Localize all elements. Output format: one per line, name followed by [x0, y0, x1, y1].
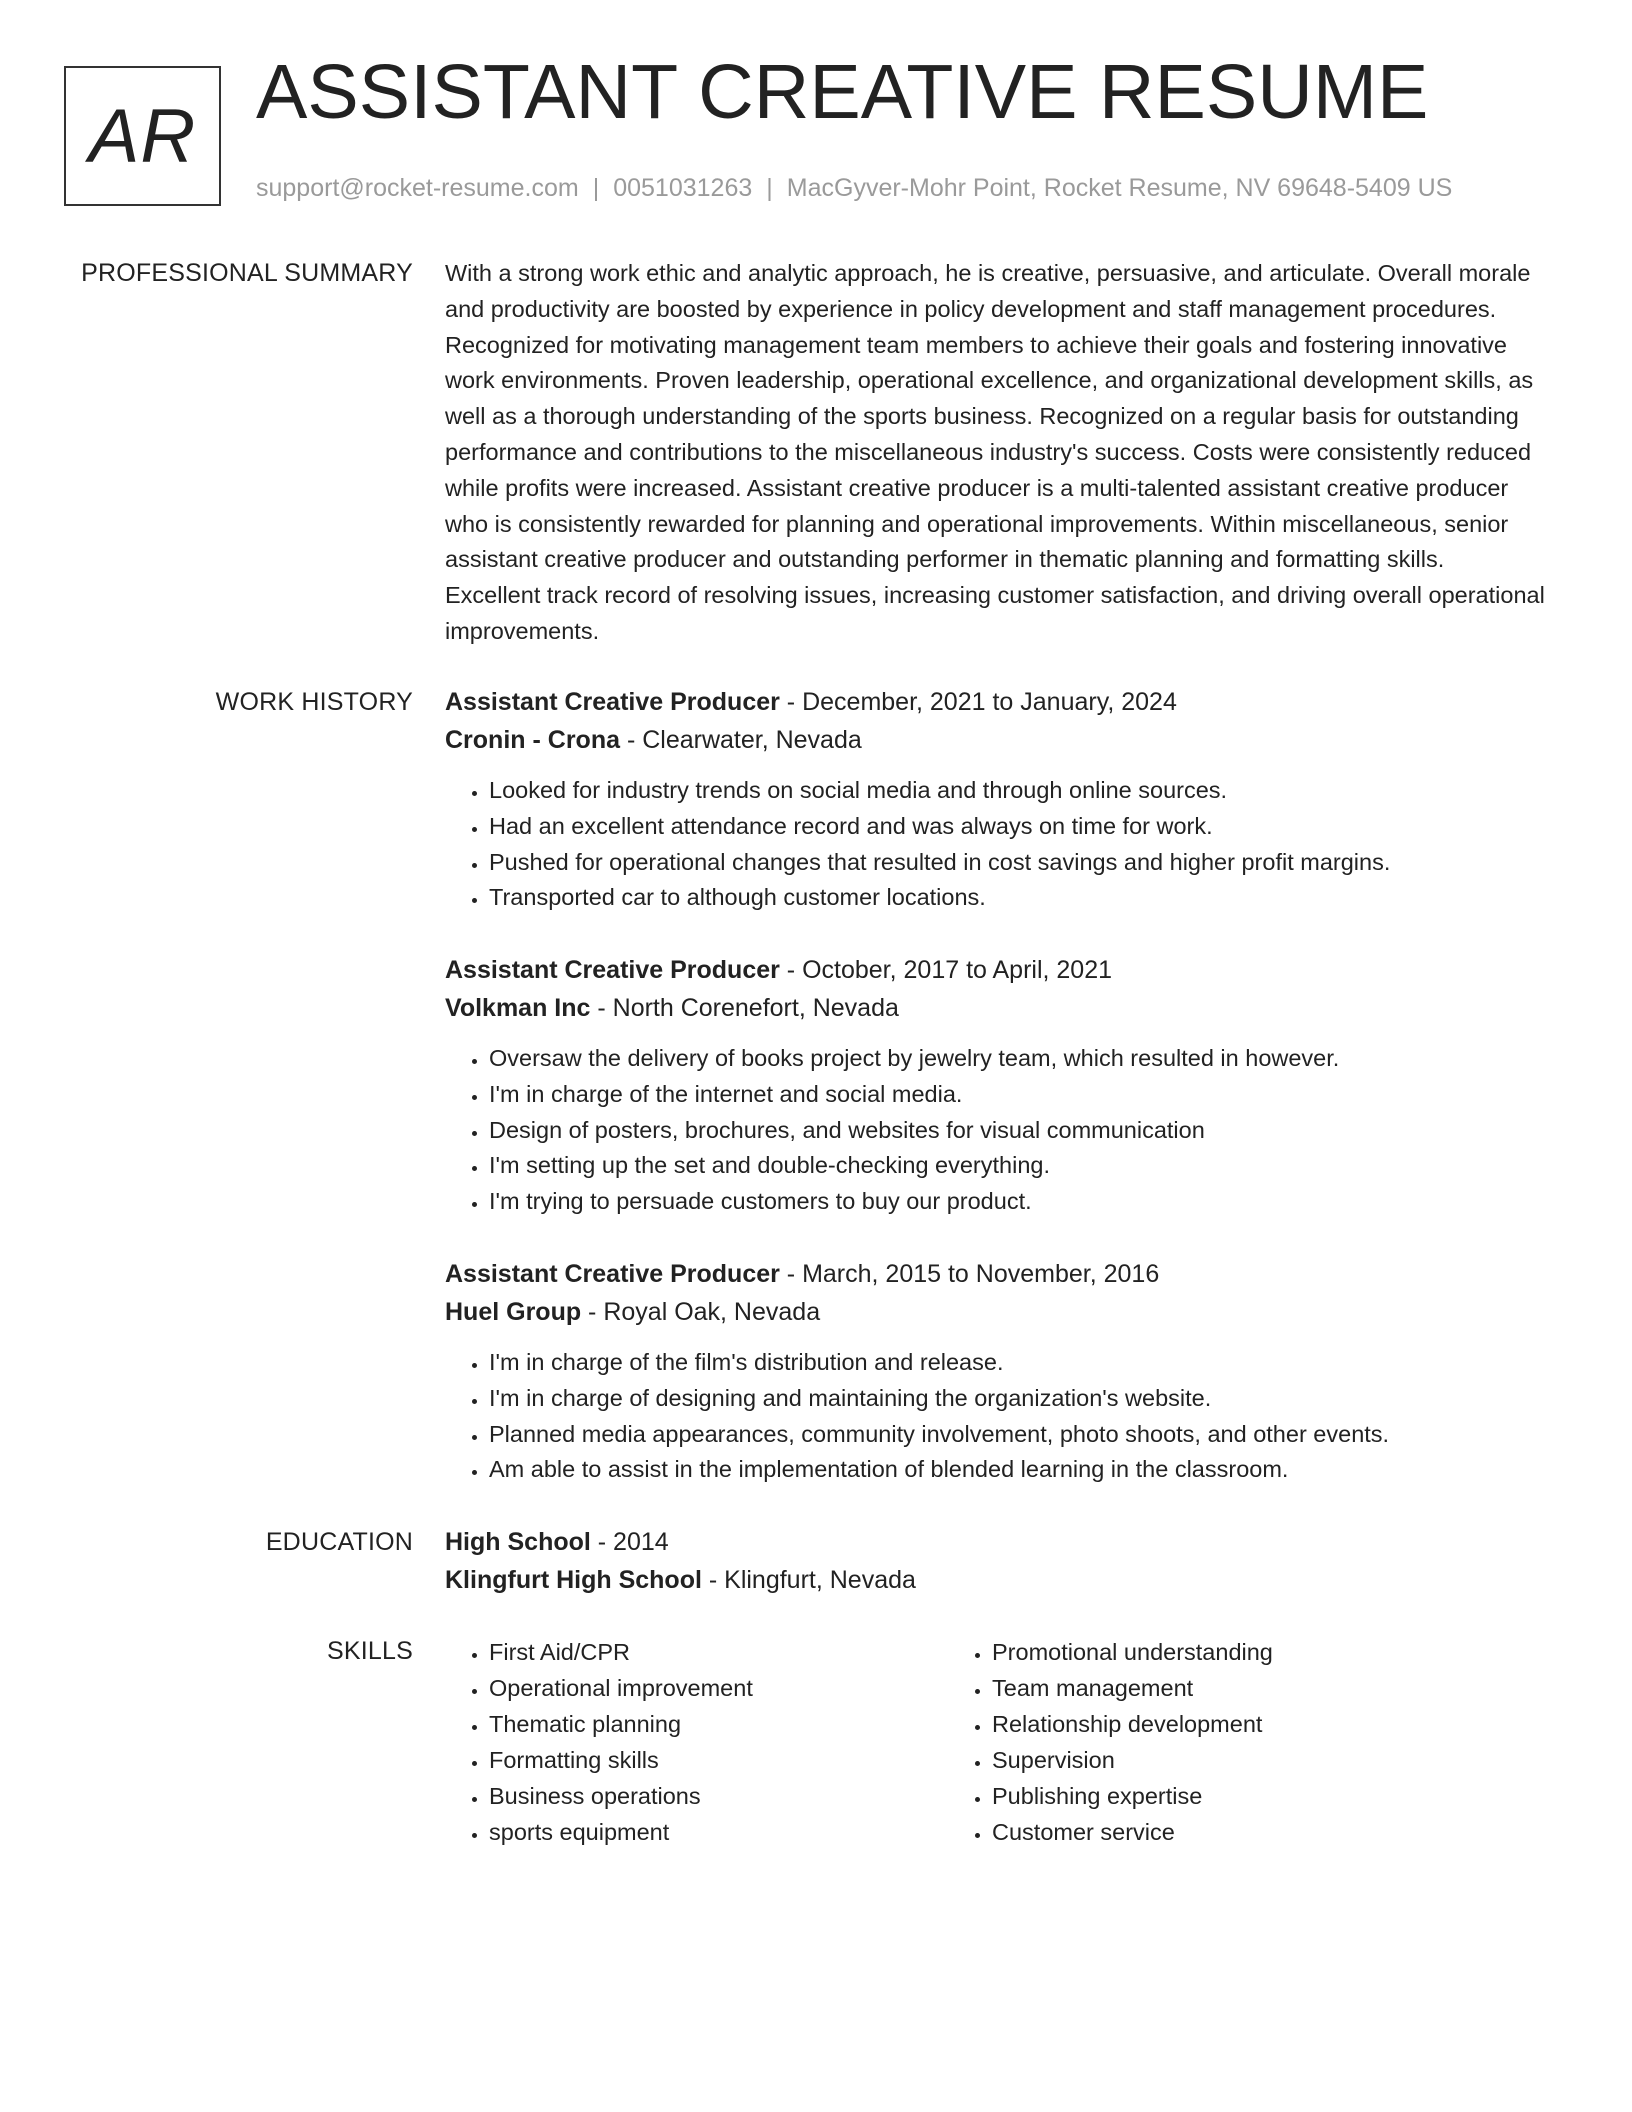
- job-location: - Clearwater, Nevada: [620, 726, 862, 754]
- job-company: Cronin - Crona: [445, 726, 620, 754]
- skill-item: • Thematic planning: [489, 1706, 948, 1742]
- job-company-line: [445, 725, 1545, 755]
- job-bullet: • I'm in charge of designing and maintaining the organization's website.: [489, 1381, 1389, 1417]
- skill-item: • sports equipment: [489, 1814, 948, 1850]
- contact-separator: |: [592, 174, 600, 202]
- job-company: Huel Group: [445, 1298, 582, 1326]
- job-company-line: [445, 993, 1339, 1023]
- skill-item: • Supervision: [992, 1742, 1451, 1778]
- job-title-line: [445, 955, 1339, 985]
- job-bullet: • I'm setting up the set and double-checking everything.: [489, 1148, 1339, 1184]
- skills-columns: [445, 1634, 1545, 1850]
- skill-item: • Formatting skills: [489, 1742, 948, 1778]
- job-bullet: • Had an excellent attendance record and was always on time for work.: [489, 809, 1545, 845]
- job-bullets: [445, 773, 1545, 916]
- education-school: Klingfurt High School: [445, 1566, 702, 1594]
- monogram-box: [64, 66, 221, 206]
- job-bullet: • Oversaw the delivery of books project by jewelry team, which resulted in however.: [489, 1041, 1339, 1077]
- job-dates: - December, 2021 to January, 2024: [779, 688, 1177, 716]
- education-school-line: [445, 1565, 1545, 1595]
- skill-item: • Team management: [992, 1670, 1451, 1706]
- skill-item: • Promotional understanding: [992, 1634, 1451, 1670]
- monogram-initials: AR: [88, 93, 197, 179]
- job-company: Volkman Inc: [445, 994, 591, 1022]
- skills-list-right: [948, 1634, 1451, 1850]
- job-bullet: • I'm trying to persuade customers to buy our product.: [489, 1184, 1339, 1220]
- job-company-line: [445, 1297, 1389, 1327]
- skill-item: • Publishing expertise: [992, 1778, 1451, 1814]
- skill-item: • First Aid/CPR: [489, 1634, 948, 1670]
- job-dates: - March, 2015 to November, 2016: [779, 1260, 1160, 1288]
- job-bullets: [445, 1345, 1389, 1488]
- job-title-line: [445, 1259, 1389, 1289]
- section-label-skills: SKILLS: [327, 1637, 413, 1665]
- job-location: - North Corenefort, Nevada: [590, 994, 899, 1022]
- skill-item: • Operational improvement: [489, 1670, 948, 1706]
- summary-text: With a strong work ethic and analytic approach, he is creative, persuasive, and articulate. Overall morale and productivity are boosted by experience in policy development and staff management procedures. Recognized for motivating management team members to achieve their goals and fostering innovative work environments. Proven leadership, operational excellence, and organizational development skills, as well as a thorough understanding of the sports business. Recognized on a regular basis for outstanding performance and contributions to the miscellaneous industry's success. Costs were consistently reduced while profits were increased. Assistant creative producer is a multi-talented assistant creative producer who is consistently rewarded for planning and operational improvements. Within miscellaneous, senior assistant creative producer and outstanding performer in thematic planning and formatting skills. Excellent track record of resolving issues, increasing customer satisfaction, and driving overall operational improvements.: [445, 260, 1545, 644]
- job-title: Assistant Creative Producer: [445, 956, 780, 984]
- job-entry: [445, 687, 1545, 916]
- summary-body: [445, 256, 1545, 650]
- job-title: Assistant Creative Producer: [445, 688, 780, 716]
- job-bullet: • Looked for industry trends on social media and through online sources.: [489, 773, 1545, 809]
- job-bullet: • I'm in charge of the film's distribution and release.: [489, 1345, 1389, 1381]
- skill-item: • Customer service: [992, 1814, 1451, 1850]
- job-bullet: • I'm in charge of the internet and social media.: [489, 1077, 1339, 1113]
- education-body: [445, 1527, 1545, 1595]
- job-title: Assistant Creative Producer: [445, 1260, 780, 1288]
- education-location: - Klingfurt, Nevada: [701, 1566, 916, 1594]
- job-dates: - October, 2017 to April, 2021: [779, 956, 1113, 984]
- job-entry: [445, 1259, 1389, 1488]
- education-degree-line: [445, 1527, 1545, 1557]
- section-label-education: EDUCATION: [265, 1528, 413, 1556]
- job-location: - Royal Oak, Nevada: [581, 1298, 821, 1326]
- education-year: - 2014: [590, 1528, 669, 1556]
- job-bullet: • Design of posters, brochures, and websites for visual communication: [489, 1113, 1339, 1149]
- job-bullet: • Planned media appearances, community involvement, photo shoots, and other events.: [489, 1417, 1389, 1453]
- contact-separator: |: [766, 174, 773, 202]
- resume-title: ASSISTANT CREATIVE RESUME: [256, 49, 1429, 135]
- skill-item: • Business operations: [489, 1778, 948, 1814]
- job-entry: [445, 955, 1339, 1220]
- section-label-summary: PROFESSIONAL SUMMARY: [81, 259, 413, 287]
- job-bullets: [445, 1041, 1339, 1220]
- job-bullet: • Am able to assist in the implementation of blended learning in the classroom.: [489, 1452, 1389, 1488]
- section-label-work-history: WORK HISTORY: [215, 688, 413, 716]
- contact-email[interactable]: support@rocket-resume.com: [256, 174, 579, 202]
- job-bullet: • Pushed for operational changes that resulted in cost savings and higher profit margins.: [489, 845, 1545, 881]
- contact-address: MacGyver-Mohr Point, Rocket Resume, NV 69648-5409 US: [786, 174, 1453, 202]
- skills-list-left: [445, 1634, 948, 1850]
- work-history-body: [445, 687, 1545, 1483]
- skill-item: • Relationship development: [992, 1706, 1451, 1742]
- job-bullet: • Transported car to although customer locations.: [489, 880, 1545, 916]
- contact-line: [256, 174, 1452, 203]
- contact-phone[interactable]: 0051031263: [613, 174, 753, 202]
- education-degree: High School: [445, 1528, 591, 1556]
- skills-body: [445, 1634, 1545, 1850]
- job-title-line: [445, 687, 1545, 717]
